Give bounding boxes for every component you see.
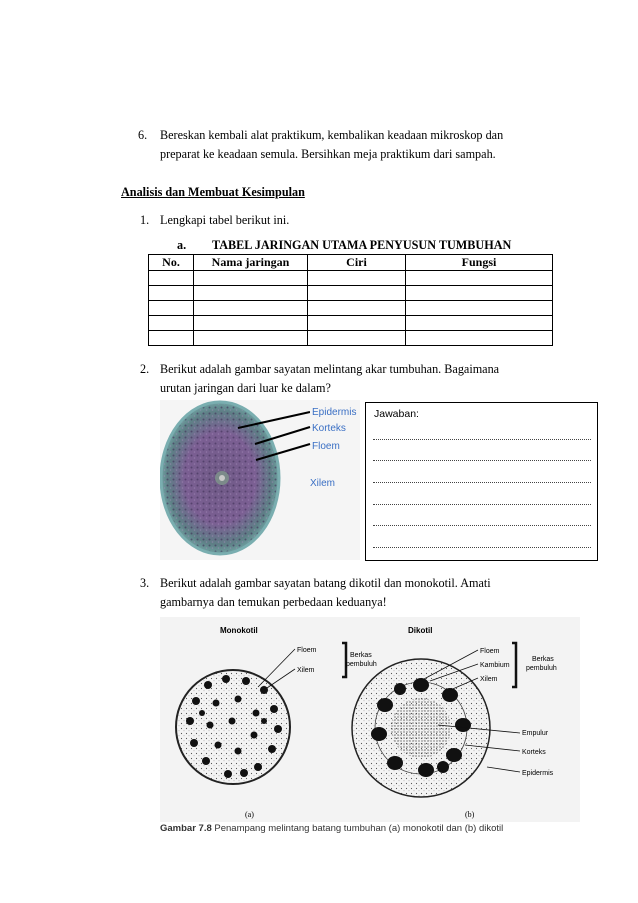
- answer-line[interactable]: [373, 546, 591, 548]
- label-korteks: Korteks: [312, 423, 346, 434]
- caption-figure-number: Gambar 7.8: [160, 823, 212, 834]
- table-cell[interactable]: [308, 286, 406, 301]
- answer-line[interactable]: [373, 459, 591, 461]
- table-header-row: [149, 255, 553, 271]
- col-header-ciri: Ciri: [308, 255, 406, 271]
- label-xilem-mono: Xilem: [297, 667, 315, 674]
- table-cell[interactable]: [406, 316, 553, 331]
- table-cell[interactable]: [406, 301, 553, 316]
- label-berkas-mono-2: pembuluh: [346, 661, 377, 668]
- label-dikotil: Dikotil: [408, 626, 433, 635]
- label-xilem: Xilem: [310, 478, 336, 489]
- label-berkas-di-1: Berkas: [532, 656, 554, 663]
- label-epidermis: Epidermis: [312, 407, 357, 418]
- table-row: [149, 301, 553, 316]
- answer-box[interactable]: [365, 402, 598, 561]
- table-row: [149, 286, 553, 301]
- col-header-nama: Nama jaringan: [194, 255, 308, 271]
- table-cell[interactable]: [308, 331, 406, 346]
- table-cell[interactable]: [149, 271, 194, 286]
- tissue-table: [148, 254, 553, 346]
- root-cross-section-image: [160, 400, 360, 560]
- label-xilem-di: Xilem: [480, 676, 498, 683]
- table-cell[interactable]: [406, 271, 553, 286]
- table-cell[interactable]: [194, 331, 308, 346]
- table-cell[interactable]: [194, 271, 308, 286]
- table-cell[interactable]: [194, 286, 308, 301]
- answer-line[interactable]: [373, 503, 591, 505]
- q2-line1: Berikut adalah gambar sayatan melintang akar tumbuhan. Bagaimana: [160, 362, 500, 376]
- table-cell[interactable]: [308, 301, 406, 316]
- col-header-fungsi: Fungsi: [406, 255, 553, 271]
- label-floem: Floem: [312, 441, 340, 452]
- q3-line2: gambarnya dan temukan perbedaan keduanya!: [160, 595, 387, 609]
- q1-text: Lengkapi tabel berikut ini.: [160, 213, 290, 227]
- label-kambium: Kambium: [480, 662, 510, 669]
- q3-number: 3.: [140, 576, 150, 590]
- caption-text: Penampang melintang batang tumbuhan (a) monokotil dan (b) dikotil: [214, 823, 504, 834]
- table-cell[interactable]: [149, 316, 194, 331]
- label-empulur: Empulur: [522, 730, 549, 737]
- step6-line1: Bereskan kembali alat praktikum, kembalikan keadaan mikroskop dan: [160, 128, 504, 142]
- label-berkas-di-2: pembuluh: [526, 665, 557, 672]
- label-b: (b): [465, 810, 475, 819]
- q3-line1: Berikut adalah gambar sayatan batang dikotil dan monokotil. Amati: [160, 576, 491, 590]
- label-korteks-di: Korteks: [522, 749, 546, 756]
- table-cell[interactable]: [149, 301, 194, 316]
- label-floem-di: Floem: [480, 648, 500, 655]
- table-row: [149, 271, 553, 286]
- table-row: [149, 316, 553, 331]
- label-berkas-mono-1: Berkas: [350, 652, 372, 659]
- table-cell[interactable]: [308, 271, 406, 286]
- table-title: TABEL JARINGAN UTAMA PENYUSUN TUMBUHAN: [212, 238, 512, 252]
- col-header-no: No.: [149, 255, 194, 271]
- q1-number: 1.: [140, 213, 150, 227]
- table-cell[interactable]: [149, 286, 194, 301]
- figure-caption: [160, 823, 503, 834]
- table-cell[interactable]: [194, 301, 308, 316]
- step-number: 6.: [138, 128, 148, 142]
- label-a: (a): [245, 810, 254, 819]
- answer-line[interactable]: [373, 524, 591, 526]
- label-floem-mono: Floem: [297, 647, 317, 654]
- table-cell[interactable]: [406, 331, 553, 346]
- table-cell[interactable]: [194, 316, 308, 331]
- table-cell[interactable]: [308, 316, 406, 331]
- stem-cross-section-diagram: [160, 617, 580, 822]
- label-epidermis-di: Epidermis: [522, 770, 554, 777]
- step6-line2: preparat ke keadaan semula. Bersihkan meja praktikum dari sampah.: [160, 147, 496, 161]
- label-monokotil: Monokotil: [220, 626, 258, 635]
- q2-number: 2.: [140, 362, 150, 376]
- table-row: [149, 331, 553, 346]
- q2-line2: urutan jaringan dari luar ke dalam?: [160, 381, 331, 395]
- answer-line[interactable]: [373, 438, 591, 440]
- table-cell[interactable]: [149, 331, 194, 346]
- section-title: Analisis dan Membuat Kesimpulan: [121, 185, 305, 199]
- table-prefix: a.: [177, 238, 187, 252]
- table-cell[interactable]: [406, 286, 553, 301]
- answer-label: Jawaban:: [374, 408, 419, 420]
- answer-line[interactable]: [373, 481, 591, 483]
